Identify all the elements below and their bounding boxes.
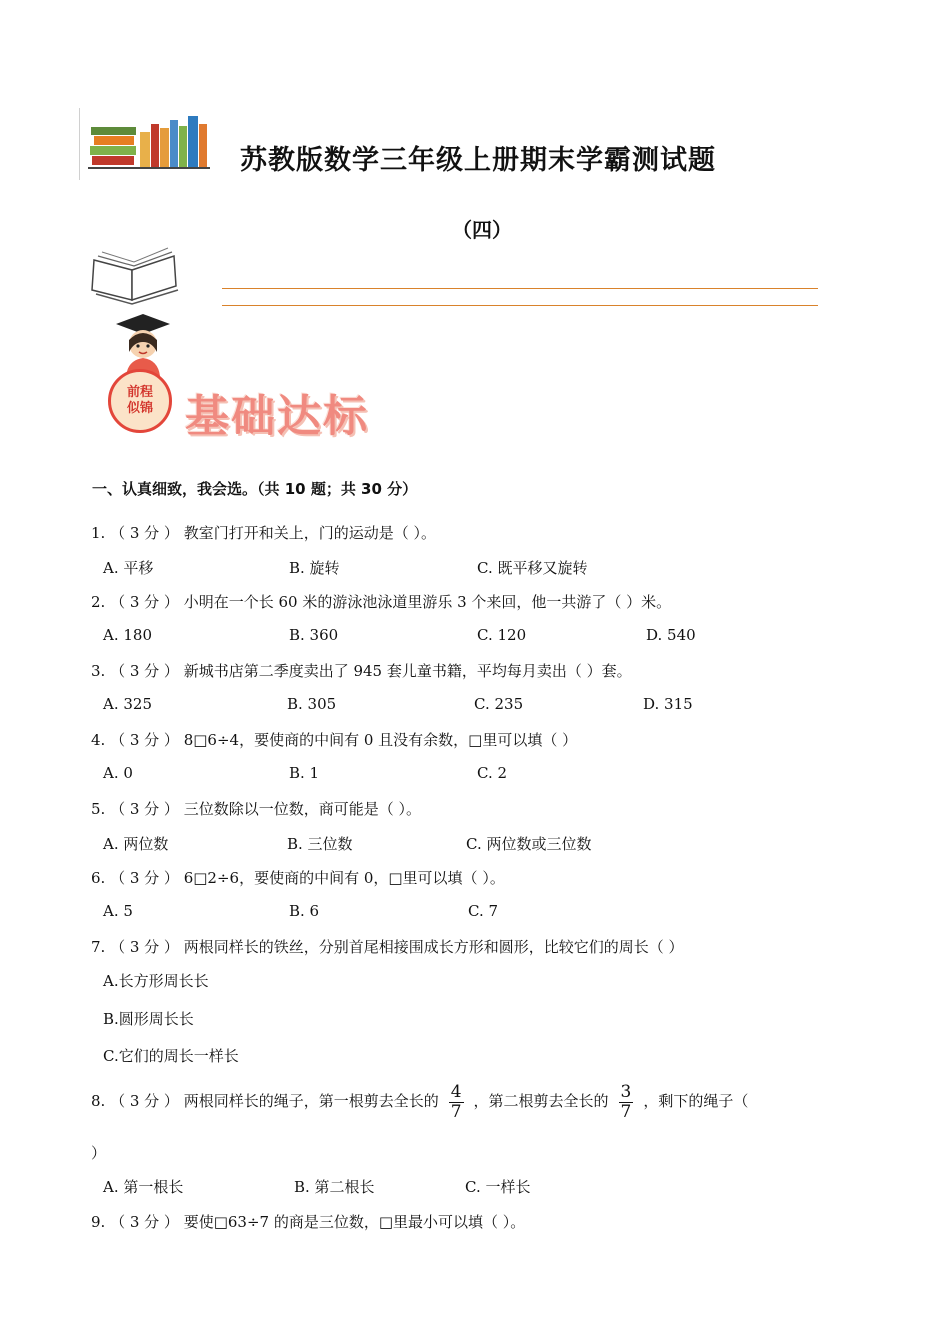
question-5: 5. （ 3 分 ） 三位数除以一位数，商可能是（ ）。 — [91, 800, 421, 818]
q6-option-c: C. 7 — [468, 902, 499, 920]
q8-option-c: C. 一样长 — [465, 1178, 531, 1196]
q3-option-b: B. 305 — [287, 695, 337, 713]
q8-option-b: B. 第二根长 — [294, 1178, 375, 1196]
question-4: 4. （ 3 分 ） 8□6÷4，要使商的中间有 0 且没有余数，□里可以填（ ） — [91, 731, 578, 749]
header-divider — [79, 108, 80, 180]
question-6: 6. （ 3 分 ） 6□2÷6，要使商的中间有 0，□里可以填（ ）。 — [91, 869, 505, 887]
q1-option-a: A. 平移 — [103, 559, 154, 577]
question-9: 9. （ 3 分 ） 要使□63÷7 的商是三位数，□里最小可以填（ ）。 — [91, 1213, 526, 1231]
fraction-2-denominator: 7 — [620, 1101, 632, 1122]
section-heading: 一、认真细致，我会选。（共 10 题；共 30 分） — [92, 480, 418, 498]
q3-option-d: D. 315 — [643, 695, 693, 713]
q6-option-a: A. 5 — [103, 902, 133, 920]
q8-text-part-2: ，第二根剪去全长的 — [473, 1092, 609, 1110]
q6-option-b: B. 6 — [289, 902, 320, 920]
q1-option-b: B. 旋转 — [289, 559, 340, 577]
question-7: 7. （ 3 分 ） 两根同样长的铁丝，分别首尾相接围成长方形和圆形，比较它们的周长（ ） — [91, 938, 684, 956]
q4-option-a: A. 0 — [103, 764, 133, 782]
fraction-2-numerator: 3 — [620, 1081, 632, 1102]
q5-option-a: A. 两位数 — [103, 835, 169, 853]
answer-line-1 — [222, 288, 818, 289]
question-2: 2. （ 3 分 ） 小明在一个长 60 米的游泳池泳道里游乐 3 个来回，他一共游了（ ）米。 — [91, 593, 672, 611]
page-subtitle: （四） — [452, 218, 512, 242]
q5-option-b: B. 三位数 — [287, 835, 353, 853]
q4-option-b: B. 1 — [289, 764, 320, 782]
fraction-4-7 — [449, 1083, 464, 1122]
question-3: 3. （ 3 分 ） 新城书店第二季度卖出了 945 套儿童书籍，平均每月卖出（ ）套。 — [91, 662, 632, 680]
q7-option-b: B.圆形周长长 — [103, 1010, 194, 1028]
question-8 — [91, 1079, 748, 1123]
q8-text-part-3: ，剩下的绳子（ — [643, 1092, 749, 1110]
q8-text-part-1: 8. （ 3 分 ） 两根同样长的绳子，第一根剪去全长的 — [91, 1092, 439, 1110]
q1-option-c: C. 既平移又旋转 — [477, 559, 588, 577]
q3-option-a: A. 325 — [103, 695, 152, 713]
q2-option-b: B. 360 — [289, 626, 339, 644]
answer-line-2 — [222, 305, 818, 306]
q2-option-d: D. 540 — [646, 626, 696, 644]
open-book-icon — [86, 238, 184, 306]
q3-option-c: C. 235 — [474, 695, 524, 713]
badge-logo — [108, 369, 172, 433]
q5-option-c: C. 两位数或三位数 — [466, 835, 592, 853]
graduate-girl-icon — [112, 312, 174, 376]
q8-option-a: A. 第一根长 — [103, 1178, 184, 1196]
books-icon — [88, 110, 213, 172]
badge-line-2: 似锦 — [126, 401, 153, 416]
page-title: 苏教版数学三年级上册期末学霸测试题 — [240, 145, 716, 176]
q7-option-a: A.长方形周长长 — [103, 972, 209, 990]
fraction-1-denominator: 7 — [450, 1101, 462, 1122]
q8-continuation: ） — [91, 1144, 107, 1162]
fraction-3-7 — [619, 1083, 634, 1122]
q4-option-c: C. 2 — [477, 764, 508, 782]
q2-option-c: C. 120 — [477, 626, 527, 644]
section-banner: 基础达标 — [185, 391, 369, 442]
q7-option-c: C.它们的周长一样长 — [103, 1047, 239, 1065]
question-1: 1. （ 3 分 ） 教室门打开和关上，门的运动是（ ）。 — [91, 524, 436, 542]
fraction-1-numerator: 4 — [450, 1081, 462, 1102]
badge-line-1: 前程 — [126, 385, 153, 400]
q2-option-a: A. 180 — [103, 626, 152, 644]
